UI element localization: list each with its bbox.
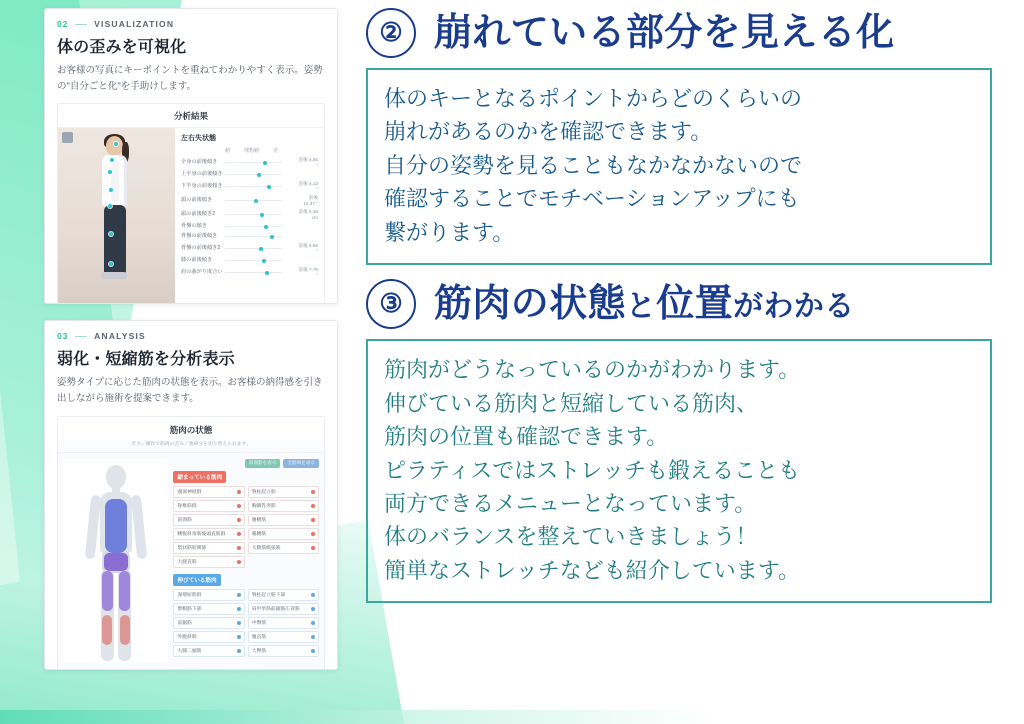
status-dot-icon [237,490,241,494]
muscle-name: 大腿筋膜張筋 [251,546,281,552]
status-dot-icon [311,518,315,522]
table-row [181,209,318,220]
row-label: 骨盤の前後傾き [181,232,218,239]
muscle-name: 頭部神経群 [177,490,202,496]
row-label: 骨盤の傾き [181,222,207,229]
body-line: ピラティスではストレッチも鍛えることも [384,457,801,483]
keypoint-knee-icon [109,232,113,236]
section-number-badge: ② [366,8,416,58]
body-line: 確認することでモチベーションアップにも [384,186,800,212]
list-item[interactable] [248,514,319,526]
status-dot-icon [237,504,241,508]
list-item[interactable] [248,631,319,643]
keypoint-elbow-icon [109,188,113,192]
list-item[interactable] [248,589,319,601]
list-item[interactable] [173,556,244,568]
row-track [225,245,298,252]
tab-front-muscles[interactable]: 前面筋を表示 [245,459,281,468]
row-label: 全身の前後傾き [181,158,218,165]
muscle-name: 脊柱起立筋 [251,490,276,496]
section-heading [434,283,855,326]
list-item[interactable] [173,603,244,615]
section-heading-row [366,8,992,58]
measurement-panel [175,128,324,303]
status-dot-icon [237,649,241,653]
body-line: 筋肉がどうなっているのかがわかります。 [384,357,801,383]
person-figure [94,136,140,296]
column-header-ideal: 理想値 [244,148,260,155]
body-line: 伸びている筋肉と短縮している筋肉、 [384,390,759,416]
row-track [225,233,298,240]
muscle-name: 深層屈筋群 [177,593,202,599]
status-dot-icon [237,635,241,639]
body-line: 自分の姿勢を見ることもなかなかないので [384,152,803,178]
section-heading-tail: がわかる [733,290,855,324]
left-card-column [44,8,338,670]
card-kicker-number: 02 [57,19,69,29]
body-line: 体のバランスを整えていきましょう！ [384,524,758,550]
table-row [181,257,318,264]
muscle-name: 前頸筋 [177,518,192,524]
list-item[interactable] [173,631,244,643]
keypoint-ankle-icon [109,262,113,266]
row-label: 下半身の前後傾き [181,182,223,189]
row-track [225,159,298,166]
muscle-name: 脊柱起立筋下部 [251,593,286,599]
list-item[interactable] [248,542,319,554]
card-kicker-label: VISUALIZATION [94,19,175,29]
card-description: お客様の写真にキーポイントを重ねてわかりやすく表示。姿勢の"自分ごと化"を手助けします。 [57,65,323,92]
list-item[interactable] [173,542,244,554]
section-heading-row [366,279,992,329]
table-row [181,171,318,178]
row-track [225,211,298,218]
row-value: 前後 5.48 cm [298,209,318,221]
measurement-columns [181,147,318,154]
muscle-view-tabs[interactable] [173,459,319,468]
card-title: 弱化・短縮筋を分析表示 [57,351,235,369]
card-kicker-number: 03 [57,331,69,342]
status-dot-icon [311,621,315,625]
muscle-highlight-hip [104,553,128,571]
status-dot-icon [237,621,241,625]
body-silhouette [83,465,149,665]
muscle-name: 腸腰筋 [251,532,267,538]
keypoint-neck-icon [110,158,114,162]
list-item[interactable] [173,589,244,601]
list-item[interactable] [173,528,244,540]
section-body-box [366,339,992,603]
table-row [181,157,318,168]
muscle-name: 大臀筋 [251,649,267,655]
app-screenshot-muscle [57,416,325,669]
section-block-2 [366,8,992,265]
bottom-gradient-strip [0,710,1024,724]
list-item[interactable] [173,500,244,512]
body-muscle-map [63,459,168,663]
list-item[interactable] [173,514,244,526]
screenshot-header: 分析結果 [58,104,324,128]
body-line: 簡単なストレッチなども紹介しています。 [384,557,801,583]
measurement-panel-title: 左右失状態 [181,135,217,143]
muscle-highlight-thigh-left [102,571,113,611]
body-line: 両方できるメニューとなっています。 [384,490,757,516]
muscle-name: 肩甲挙筋前鋸筋広背筋 [251,607,300,613]
status-dot-icon [237,607,241,611]
list-item[interactable] [248,603,319,615]
muscle-name: 大腿直筋 [177,560,197,566]
muscle-name: 前鋸筋 [177,621,192,627]
app-screenshot-analysis [57,103,325,303]
posture-photo [58,128,175,303]
loose-muscles-header: 伸びている筋肉 [173,574,220,586]
muscle-name: 脊椎筋群 [177,504,197,510]
row-value: 前後 7.76 ° [298,267,318,279]
section-body-box [366,68,992,265]
row-track [225,197,298,204]
card-kicker-label: ANALYSIS [94,331,146,342]
muscle-name: 中臀筋 [251,621,267,627]
figure-foot [101,272,127,279]
list-item[interactable] [173,617,244,629]
table-row [181,223,318,230]
row-track [225,223,298,230]
list-item[interactable] [173,486,244,498]
screenshot-header: 筋肉の状態 [58,417,324,440]
muscle-name: 梨状筋股関節 [177,546,207,552]
status-dot-icon [311,504,315,508]
table-row [181,267,318,278]
muscle-highlight-calf-left [102,615,112,645]
muscle-name: 外腹斜筋 [177,635,197,641]
status-dot-icon [311,490,315,494]
silhouette-arm-right [130,494,147,559]
column-header-value: 値 [225,148,231,155]
row-value: 前後 4.13 ° [298,181,318,193]
row-label: 上半身の前後傾き [181,170,223,177]
card-kicker [57,331,325,341]
screenshot-body [58,453,324,669]
row-track [225,171,298,178]
figure-arm [111,160,119,202]
status-dot-icon [237,593,241,597]
row-label: 膝の前後傾き [181,256,213,263]
list-item[interactable] [248,528,319,540]
muscle-highlight-core [105,499,127,553]
card-analysis [44,320,338,669]
row-value: 前後 5.59 ° [298,243,318,255]
table-row [181,233,318,240]
section-heading-main: 筋肉の状態 [434,283,626,326]
muscle-name: 腰腹斜角筋後頭直筋群 [177,532,226,538]
card-title: 体の歪みを可視化 [57,39,187,56]
tight-muscles-grid [173,486,319,568]
photo-badge-icon [62,132,73,143]
muscle-name: 胸鎖乳突筋 [251,504,276,510]
section-heading-mid: と [625,290,657,324]
row-track [225,269,298,276]
screenshot-body [58,128,324,303]
row-track [225,257,298,264]
section-block-3 [366,279,992,603]
section-heading-main2: 位置 [656,283,734,326]
muscle-list-panel [173,459,319,663]
status-dot-icon [311,593,315,597]
status-dot-icon [311,607,315,611]
keypoint-shoulder-icon [108,170,112,174]
row-track [225,183,298,190]
section-number-badge: ③ [366,279,416,329]
section-heading: 崩れている部分を見える化 [434,12,895,54]
card-visualization [44,8,338,304]
right-content-column [366,8,992,603]
tab-all-muscles[interactable]: 全筋肉を表示 [283,459,319,468]
status-dot-icon [311,532,315,536]
list-item[interactable] [248,645,319,657]
muscle-name: 大腿二頭筋 [177,649,202,655]
column-header-diff: 差 [273,148,279,155]
card-kicker [57,19,325,29]
row-label: 骨盤の前後傾き2 [181,244,221,251]
silhouette-arm-left [84,494,101,559]
card-description: 姿勢タイプに応じた筋肉の状態を表示。お客様の納得感を引き出しながら施術を提案できます。 [57,377,323,405]
row-label: 頭の前後傾き2 [181,210,216,217]
muscle-highlight-thigh-right [119,571,130,611]
status-dot-icon [311,635,315,639]
row-label: 頭の前後傾き [181,196,213,203]
status-dot-icon [237,532,241,536]
loose-muscles-grid [173,589,319,657]
list-item[interactable] [173,645,244,657]
body-line: 崩れがあるのかを確認できます。 [384,119,713,145]
kicker-divider [75,336,87,337]
body-line: 筋肉の位置も確認できます。 [384,424,669,450]
muscle-name: 腹直筋 [251,635,267,641]
row-value: 前後 10.37 ° [303,195,318,207]
muscle-highlight-calf-right [120,615,130,645]
table-row [181,243,318,254]
list-item[interactable] [248,617,319,629]
status-dot-icon [311,649,315,653]
screenshot-subtext: ボタン操作で筋肉の歪み／弛緩分を切り替えられます。 [58,440,324,453]
keypoint-head-icon [114,142,118,146]
status-dot-icon [237,518,241,522]
muscle-name: 僧帽筋下部 [177,607,202,613]
tight-muscles-header: 縮まっている筋肉 [173,471,226,483]
muscle-name: 腹横筋 [251,518,267,524]
row-label: 肩の曲がり度合い [181,268,223,275]
status-dot-icon [237,560,241,564]
kicker-divider [75,24,87,25]
status-dot-icon [237,546,241,550]
list-item[interactable] [248,486,319,498]
table-row [181,195,318,206]
body-line: 体のキーとなるポイントからどのくらいの [384,86,803,111]
keypoint-hip-icon [108,204,112,208]
status-dot-icon [311,546,315,550]
body-line: 繋がります。 [384,219,515,245]
table-row [181,181,318,192]
list-item[interactable] [248,500,319,512]
figure-legs [104,205,126,275]
row-value: 前後 4.66 ° [298,157,318,169]
figure-head [106,136,123,156]
